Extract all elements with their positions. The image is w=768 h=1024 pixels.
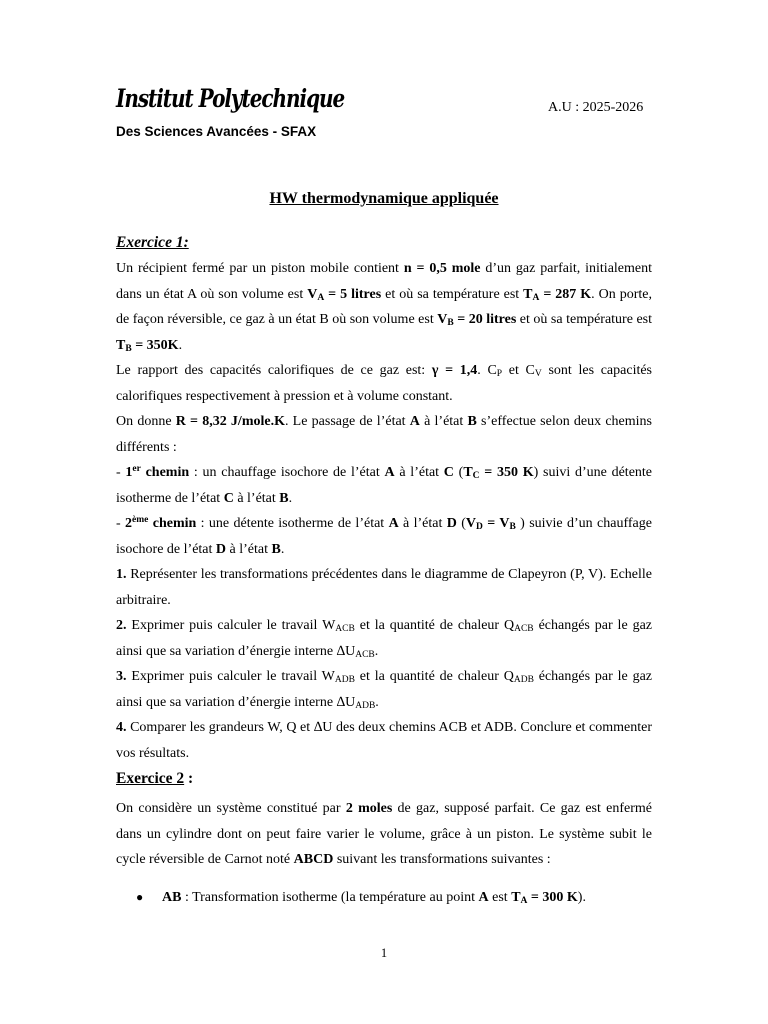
- document-title: HW thermodynamique appliquée: [269, 190, 499, 207]
- ex2-bullet-ab: [116, 885, 652, 910]
- ex1-path-2: - 2ème chemin : une détente isotherme de l’état A à l’état D ($V_D = V_B$ ) suivie d’un chauffage isochore de l’état D à l’état B.: [116, 515, 652, 557]
- exercise1-heading: Exercice 1:: [116, 234, 189, 251]
- institution-name: Institut Polytechnique: [116, 84, 345, 113]
- ex1-question-1: 1. Représenter les transformations précédentes dans le diagramme de Clapeyron (P, V). Echelle arbitraire.: [116, 567, 652, 608]
- institution-subtitle: Des Sciences Avancées - SFAX: [116, 124, 317, 139]
- ex1-paragraph-3: On donne R = 8,32 J/mole.K. Le passage de l’état A à l’état B s’effectue selon deux chemins différents :: [116, 414, 653, 455]
- ex1-paragraph-2: Le rapport des capacités calorifiques de ce gaz est: γ = 1,4. $C_P$ et $C_V$ sont les capacités calorifiques respectivement à pression et à volume constant.: [116, 363, 653, 404]
- ex1-question-3: 3. Exprimer puis calculer le travail $W_{ADB}$ et la quantité de chaleur $Q_{ADB}$ échangés par le gaz ainsi que sa variation d’énergie interne $\Delta U_{ADB}$.: [116, 669, 652, 711]
- ex1-question-2: 2. Exprimer puis calculer le travail $W_{ACB}$ et la quantité de chaleur $Q_{ACB}$ échangés par le gaz ainsi que sa variation d’énergie interne $\Delta U_{ACB}$.: [116, 618, 652, 660]
- ex1-paragraph-1: Un récipient fermé par un piston mobile contient n = 0,5 mole d’un gaz parfait, initialement dans un état A où son volume est $V_A = 5$ litres et où sa température est $T_A = 287$ K. On porte, de façon réversible, ce gaz à un état B où son volume est $V_B = 20$ litres et où sa température est $T_B = 350K$.: [116, 261, 652, 354]
- bullet-icon: ●: [136, 889, 144, 904]
- page-number: 1: [380, 946, 388, 960]
- exercise2-heading: Exercice 2 :: [116, 770, 194, 787]
- academic-year: A.U : 2025-2026: [548, 100, 644, 115]
- bullet-text: AB : Transformation isotherme (la température au point A est $T_A = 300$ K).: [162, 889, 586, 906]
- document-body: [116, 232, 652, 910]
- ex1-path-1: - 1er chemin : un chauffage isochore de l’état A à l’état C ($T_C = 350$ K) suivi d’une détente isotherme de l’état C à l’état B.: [116, 464, 653, 506]
- ex1-question-4: 4. Comparer les grandeurs W, Q et ∆U des deux chemins ACB et ADB. Conclure et commenter vos résultats.: [116, 720, 652, 761]
- ex2-paragraph-1: On considère un système constitué par 2 moles de gaz, supposé parfait. Ce gaz est enfermé dans un cylindre dont on peut faire varier le volume, grâce à un piston. Le système subit le cycle réversible de Carnot noté ABCD suivant les transformations suivantes :: [116, 801, 653, 867]
